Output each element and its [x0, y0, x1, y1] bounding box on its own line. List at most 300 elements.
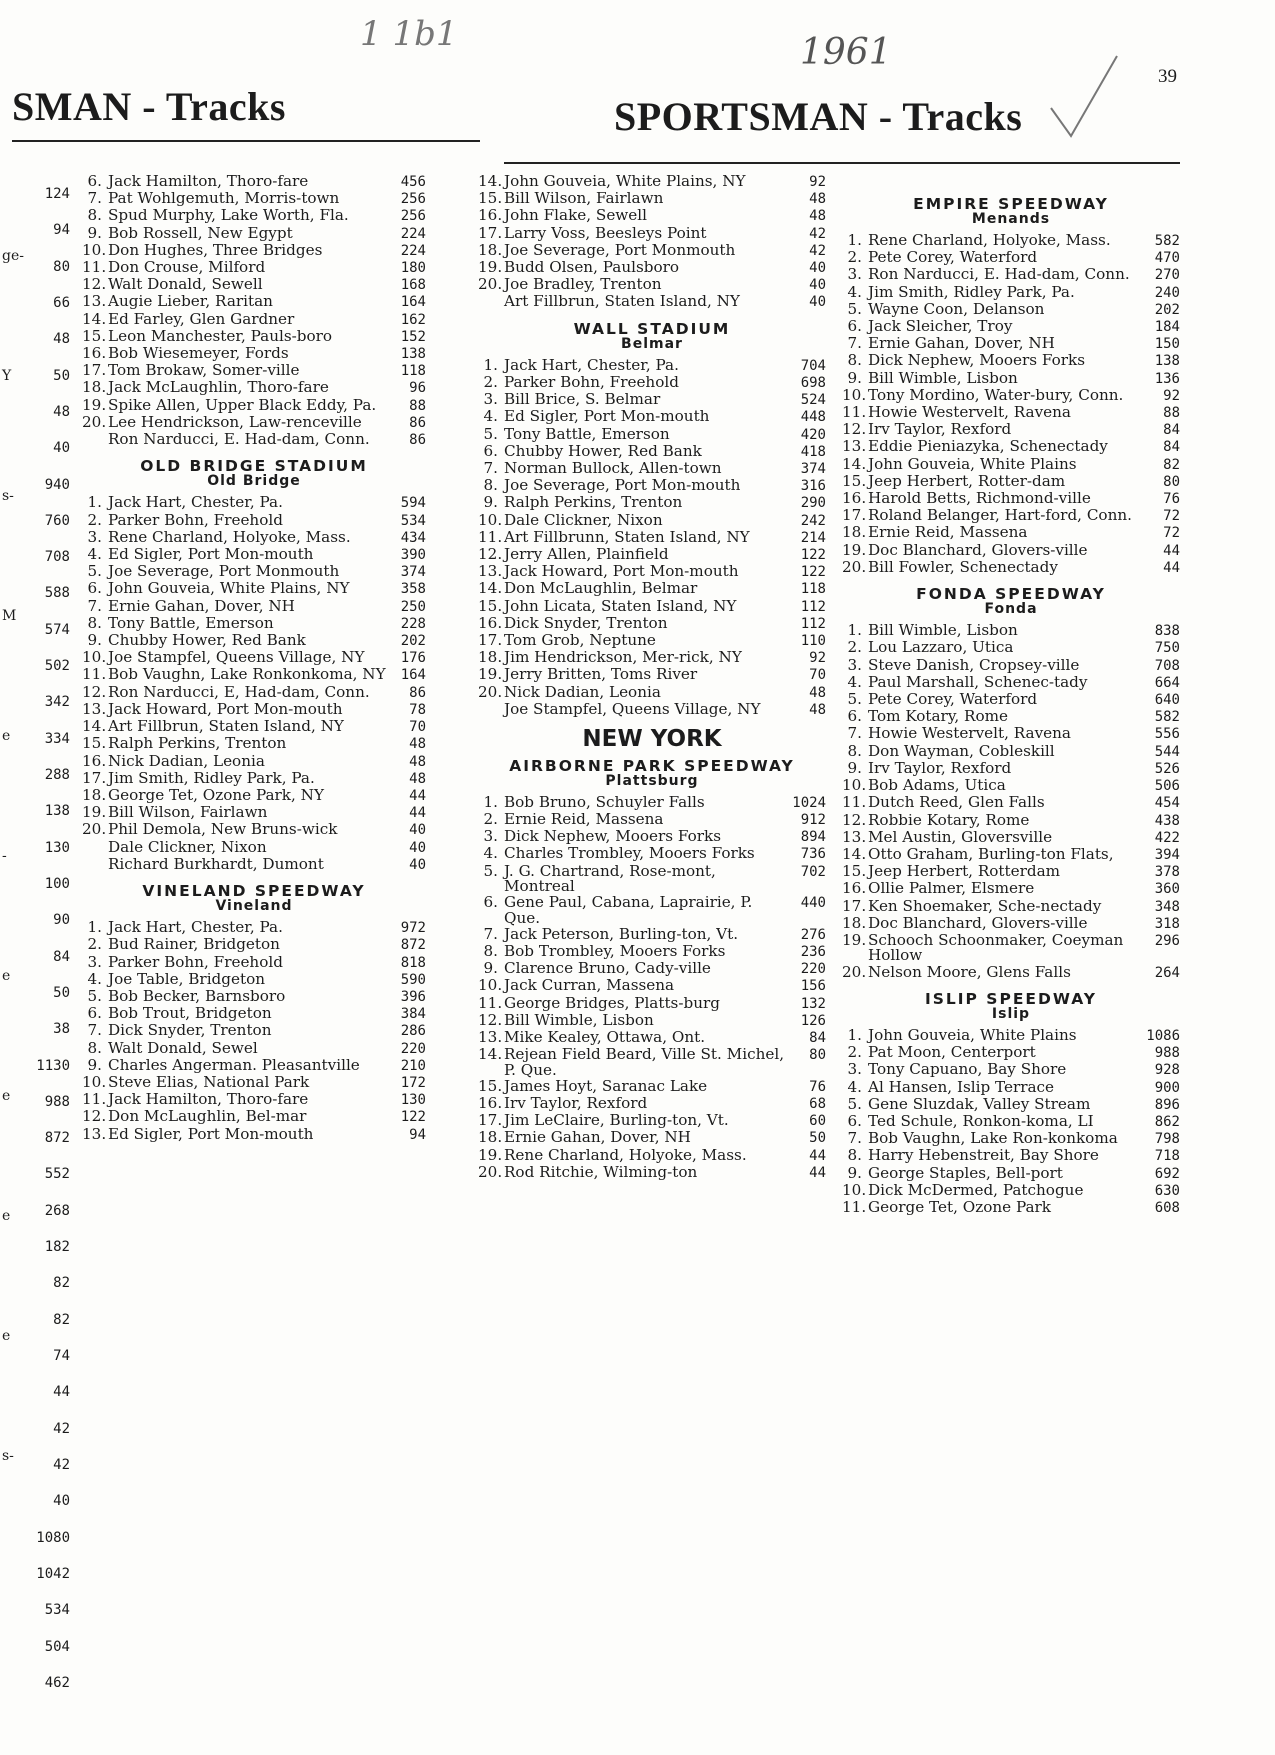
standing-row — [842, 692, 1180, 708]
driver-name: John Gouveia, White Plains — [868, 454, 1077, 473]
rank: 5. — [847, 299, 862, 318]
points: 928 — [1154, 1062, 1180, 1079]
standing-row — [478, 1047, 826, 1078]
points: 96 — [409, 380, 426, 397]
margin-label: Y — [2, 368, 12, 384]
driver-name: Jack Sleicher, Troy — [868, 317, 1013, 336]
margin-number: 50 — [53, 984, 70, 1001]
points: 48 — [409, 736, 426, 753]
points: 122 — [800, 564, 826, 581]
driver-name: Tony Battle, Emerson — [504, 424, 670, 443]
points: 692 — [1154, 1165, 1180, 1182]
points: 40 — [809, 277, 826, 294]
standing-row — [82, 667, 426, 683]
rank: 20. — [842, 962, 867, 981]
driver-name: John Gouveia, White Plains — [868, 1025, 1077, 1044]
standing-row — [478, 978, 826, 994]
driver-name: Tony Mordino, Water-bury, Conn. — [868, 385, 1124, 404]
points: 664 — [1154, 674, 1180, 691]
standing-row — [842, 1094, 1180, 1113]
standing-row — [82, 937, 426, 953]
driver-name: Joe Stampfel, Queens Village, NY — [108, 648, 365, 667]
standing-row — [842, 1045, 1180, 1061]
points: 708 — [1154, 657, 1180, 674]
rank: 16. — [478, 206, 503, 225]
standing-row — [478, 208, 826, 224]
points: 48 — [809, 191, 826, 208]
standing-row — [82, 633, 426, 649]
driver-name: Rejean Field Beard, Ville St. Michel, P. Que. — [504, 1045, 785, 1079]
standing-row — [842, 540, 1180, 559]
rank: 2. — [847, 248, 862, 267]
driver-name: Joe Bradley, Trenton — [504, 275, 662, 294]
margin-number: 1130 — [36, 1057, 70, 1074]
points: 60 — [809, 1113, 826, 1130]
driver-name: Jack Hart, Chester, Pa. — [108, 918, 283, 937]
driver-name: Irv Taylor, Rexford — [868, 420, 1012, 439]
rank: 9. — [87, 1055, 102, 1074]
driver-name: Ernie Gahan, Dover, NH — [108, 596, 295, 615]
driver-name: Joe Severage, Port Monmouth — [108, 562, 340, 581]
rank: 18. — [478, 648, 503, 667]
driver-name: Spike Allen, Upper Black Eddy, Pa. — [108, 395, 377, 414]
left-page-title: SMAN - Tracks — [12, 84, 286, 129]
driver-name: Don Crouse, Milford — [108, 258, 266, 277]
driver-name: Dick Snyder, Trenton — [108, 1021, 272, 1040]
standing-row — [82, 837, 426, 856]
points: 44 — [409, 787, 426, 804]
checkmark-icon — [1045, 48, 1135, 143]
standing-row — [478, 941, 826, 960]
driver-name: Bob Becker, Barnsboro — [108, 986, 286, 1005]
points: 202 — [400, 633, 426, 650]
driver-name: Larry Voss, Beesleys Point — [504, 223, 707, 242]
driver-name: Don McLaughlin, Belmar — [504, 579, 698, 598]
standing-row — [82, 785, 426, 804]
rank: 8. — [847, 741, 862, 760]
standing-row — [82, 1124, 426, 1143]
standing-row — [842, 1197, 1180, 1216]
driver-name: Tom Kotary, Rome — [868, 707, 1009, 726]
rank: 10. — [82, 240, 107, 259]
rank: 17. — [842, 506, 867, 525]
standing-row — [82, 294, 426, 310]
points: 582 — [1154, 709, 1180, 726]
points: 94 — [409, 1126, 426, 1143]
rank: 13. — [82, 1124, 107, 1143]
rank: 6. — [483, 893, 498, 912]
margin-number: 552 — [44, 1166, 70, 1183]
rank: 15. — [478, 596, 503, 615]
driver-name: Don Wayman, Cobleskill — [868, 741, 1055, 760]
rank: 5. — [87, 562, 102, 581]
driver-name: Bob Rossell, New Egypt — [108, 223, 293, 242]
margin-label: e — [2, 1328, 11, 1344]
points: 224 — [400, 225, 426, 242]
driver-name: James Hoyt, Saranac Lake — [504, 1076, 708, 1095]
points: 250 — [400, 598, 426, 615]
standing-row — [842, 1163, 1180, 1182]
points: 122 — [800, 547, 826, 564]
points: 702 — [800, 863, 826, 880]
points: 434 — [400, 529, 426, 546]
driver-name: Ernie Reid, Massena — [504, 809, 664, 828]
driver-name: Ernie Reid, Massena — [868, 523, 1028, 542]
points: 264 — [1154, 964, 1180, 981]
rank: 7. — [87, 1021, 102, 1040]
driver-name: Rene Charland, Holyoke, Mass. — [108, 527, 351, 546]
points: 394 — [1154, 846, 1180, 863]
points: 270 — [1154, 267, 1180, 284]
standing-row — [82, 986, 426, 1005]
points: 86 — [409, 432, 426, 449]
margin-number: 1080 — [36, 1529, 70, 1546]
rank: 18. — [842, 913, 867, 932]
rank: 5. — [847, 690, 862, 709]
rank: 8. — [87, 1038, 102, 1057]
driver-name: Ron Narducci, E. Had-dam, Conn. — [108, 430, 370, 449]
driver-name: Jeep Herbert, Rotterdam — [868, 862, 1061, 881]
standing-row — [82, 768, 426, 787]
track-location: Vineland — [215, 898, 293, 915]
driver-name: Bob Bruno, Schuyler Falls — [504, 792, 705, 811]
points: 44 — [409, 805, 426, 822]
rank: 6. — [87, 172, 102, 190]
points: 296 — [1154, 932, 1180, 949]
rank: 19. — [478, 665, 503, 684]
standing-row — [82, 805, 426, 821]
rank: 12. — [82, 275, 107, 294]
standing-row — [842, 709, 1180, 725]
points: 80 — [809, 1047, 826, 1064]
margin-number: 100 — [44, 875, 70, 892]
driver-name: Norman Bullock, Allen-town — [504, 459, 722, 478]
rank: 3. — [483, 827, 498, 846]
rank: 14. — [842, 454, 867, 473]
standing-row — [842, 319, 1180, 335]
points: 896 — [1154, 1096, 1180, 1113]
rank: 10. — [82, 648, 107, 667]
points: 470 — [1154, 250, 1180, 267]
standing-row — [478, 223, 826, 242]
rank: 12. — [82, 682, 107, 701]
driver-name: Dale Clickner, Nixon — [108, 837, 267, 856]
margin-number: 84 — [53, 948, 70, 965]
points: 48 — [409, 753, 426, 770]
standing-row — [82, 363, 426, 379]
rank: 1. — [483, 355, 498, 374]
rank: 13. — [478, 1027, 503, 1046]
points: 582 — [1154, 233, 1180, 249]
rank: 19. — [478, 258, 503, 277]
driver-name: George Tet, Ozone Park — [868, 1197, 1052, 1216]
points: 44 — [1163, 542, 1180, 559]
standing-row — [478, 260, 826, 276]
standing-row — [842, 471, 1180, 490]
driver-name: Rene Charland, Holyoke, Mass. — [504, 1145, 747, 1164]
standing-row — [82, 495, 426, 511]
driver-name: Al Hansen, Islip Terrace — [868, 1077, 1055, 1096]
standing-row — [478, 547, 826, 563]
points: 526 — [1154, 760, 1180, 777]
driver-name: Don McLaughlin, Bel-mar — [108, 1107, 307, 1126]
rank: 14. — [82, 717, 107, 736]
driver-name: Bill Wimble, Lisbon — [868, 621, 1018, 640]
standing-row — [842, 930, 1180, 965]
driver-name: Otto Graham, Burling-ton Flats, — [868, 844, 1114, 863]
points: 126 — [800, 1012, 826, 1029]
standing-row — [478, 1145, 826, 1164]
standing-row — [82, 174, 426, 190]
standing-row — [478, 240, 826, 259]
points: 1086 — [1146, 1027, 1180, 1044]
driver-name: John Licata, Staten Island, NY — [504, 596, 737, 615]
rank: 18. — [478, 240, 503, 259]
rank: 17. — [478, 631, 503, 650]
margin-number: 574 — [44, 621, 70, 638]
points: 506 — [1154, 778, 1180, 795]
standing-row — [478, 667, 826, 683]
standing-row — [842, 267, 1180, 283]
points: 82 — [1163, 456, 1180, 473]
rank: 15. — [842, 862, 867, 881]
driver-name: Jim Smith, Ridley Park, Pa. — [108, 768, 315, 787]
standing-row — [478, 1113, 826, 1129]
driver-name: Mike Kealey, Ottawa, Ont. — [504, 1027, 706, 1046]
rank: 13. — [842, 827, 867, 846]
rank: 18. — [478, 1128, 503, 1147]
driver-name: Jim LeClaire, Burling-ton, Vt. — [504, 1111, 729, 1130]
driver-name: Don Hughes, Three Bridges — [108, 240, 323, 259]
track-name: VINELAND SPEEDWAY — [142, 882, 366, 901]
points: 374 — [400, 564, 426, 581]
points: 290 — [800, 495, 826, 512]
rank: 19. — [478, 1145, 503, 1164]
standing-row — [82, 240, 426, 259]
standing-row — [82, 208, 426, 224]
points: 136 — [1154, 370, 1180, 387]
state-heading: NEW YORK — [582, 726, 722, 753]
standing-row — [82, 510, 426, 529]
driver-name: Jerry Allen, Plainfield — [504, 545, 669, 564]
rank: 14. — [478, 579, 503, 598]
points: 224 — [400, 242, 426, 259]
points: 236 — [800, 943, 826, 960]
standing-row — [842, 1077, 1180, 1096]
points: 40 — [809, 294, 826, 311]
rank: 19. — [842, 930, 867, 949]
rank: 14. — [478, 172, 503, 190]
margin-number: 82 — [53, 1311, 70, 1328]
points: 202 — [1154, 301, 1180, 318]
driver-name: Spud Murphy, Lake Worth, Fla. — [108, 206, 349, 225]
rank: 15. — [478, 1076, 503, 1095]
points: 76 — [809, 1078, 826, 1095]
points: 70 — [409, 719, 426, 736]
rank: 16. — [842, 879, 867, 898]
rank: 19. — [82, 395, 107, 414]
driver-name: Doc Blanchard, Glovers-ville — [868, 540, 1088, 559]
driver-name: Art Fillbrunn, Staten Island, NY — [504, 527, 750, 546]
rank: 7. — [847, 1129, 862, 1148]
driver-name: Bud Rainer, Bridgeton — [108, 935, 280, 954]
driver-name: Charles Angerman. Pleasantville — [108, 1055, 360, 1074]
rank: 4. — [847, 282, 862, 301]
standing-row — [842, 405, 1180, 421]
standing-row — [478, 682, 826, 701]
track-location: Plattsburg — [605, 772, 699, 789]
driver-name: Bill Wilson, Fairlawn — [108, 803, 268, 822]
rank: 16. — [478, 1093, 503, 1112]
rank: 11. — [82, 258, 107, 277]
points: 640 — [1154, 692, 1180, 709]
standing-row — [478, 581, 826, 597]
rank: 6. — [847, 1111, 862, 1130]
driver-name: Chubby Hower, Red Bank — [504, 441, 702, 460]
points: 438 — [1154, 812, 1180, 829]
driver-name: Jack Hart, Chester, Pa. — [108, 493, 283, 512]
points: 80 — [1163, 473, 1180, 490]
points: 718 — [1154, 1148, 1180, 1165]
rank: 11. — [842, 793, 867, 812]
rank: 5. — [483, 424, 498, 443]
rank: 2. — [847, 1043, 862, 1062]
points: 84 — [1163, 439, 1180, 456]
rank: 9. — [847, 1163, 862, 1182]
standing-row — [478, 846, 826, 862]
driver-name: Pete Corey, Waterford — [868, 248, 1038, 267]
rank: 19. — [82, 803, 107, 822]
track-name: FONDA SPEEDWAY — [916, 585, 1106, 604]
standing-row — [82, 920, 426, 936]
points: 862 — [1154, 1113, 1180, 1130]
points: 534 — [400, 512, 426, 529]
standing-row — [478, 564, 826, 580]
driver-name: John Flake, Sewell — [504, 206, 648, 225]
margin-number: 94 — [53, 222, 70, 239]
driver-name: Steve Elias, National Park — [108, 1072, 310, 1091]
standing-row — [478, 294, 826, 310]
rank: 3. — [483, 390, 498, 409]
driver-name: George Bridges, Platts-burg — [504, 993, 720, 1012]
rank: 18. — [842, 523, 867, 542]
rank: 19. — [842, 540, 867, 559]
margin-number: 74 — [53, 1348, 70, 1364]
standing-row — [478, 924, 826, 943]
standing-row — [478, 650, 826, 666]
driver-name: Jack Howard, Port Mon-mouth — [504, 562, 739, 581]
standing-row — [842, 640, 1180, 656]
margin-number: 334 — [44, 730, 70, 747]
rank: 18. — [82, 785, 107, 804]
driver-name: Parker Bohn, Freehold — [108, 952, 283, 971]
rank: 10. — [82, 1072, 107, 1091]
standing-row — [82, 822, 426, 838]
standing-row — [82, 1055, 426, 1074]
rank: 4. — [847, 672, 862, 691]
standing-row — [478, 792, 826, 811]
margin-number: 502 — [44, 658, 70, 675]
points: 894 — [800, 829, 826, 846]
rank: 13. — [82, 292, 107, 311]
points: 256 — [400, 191, 426, 208]
rank: 11. — [842, 403, 867, 422]
points: 838 — [1154, 623, 1180, 640]
driver-name: Robbie Kotary, Rome — [868, 810, 1030, 829]
points: 524 — [800, 392, 826, 409]
rank: 15. — [842, 471, 867, 490]
standing-row — [842, 881, 1180, 897]
points: 590 — [400, 971, 426, 988]
standing-row — [842, 557, 1180, 576]
driver-name: Joe Severage, Port Monmouth — [504, 240, 736, 259]
points: 440 — [800, 895, 826, 912]
rank: 10. — [478, 976, 503, 995]
margin-label: e — [2, 728, 11, 744]
rank: 9. — [87, 631, 102, 650]
standing-row — [82, 952, 426, 971]
rank: 13. — [842, 437, 867, 456]
standing-row — [842, 913, 1180, 932]
rank: 6. — [847, 707, 862, 726]
points: 72 — [1163, 525, 1180, 542]
driver-name: J. G. Chartrand, Rose-mont, Montreal — [504, 861, 716, 895]
rank: 6. — [483, 441, 498, 460]
standing-row — [82, 1038, 426, 1057]
margin-number: 42 — [53, 1420, 70, 1437]
standing-row — [82, 277, 426, 293]
standing-row — [478, 409, 826, 425]
points: 48 — [809, 208, 826, 225]
rank: 6. — [87, 579, 102, 598]
rank: 7. — [483, 924, 498, 943]
margin-number: 48 — [53, 331, 70, 348]
rank: 2. — [483, 809, 498, 828]
rank: 4. — [87, 969, 102, 988]
driver-name: Dick McDermed, Patchogue — [868, 1180, 1084, 1199]
points: 972 — [400, 920, 426, 937]
rank: 15. — [478, 189, 503, 208]
points: 40 — [809, 260, 826, 277]
margin-label: e — [2, 968, 11, 984]
points: 164 — [400, 667, 426, 684]
driver-name: Tony Capuano, Bay Shore — [868, 1060, 1067, 1079]
driver-name: Gene Sluzdak, Valley Stream — [868, 1094, 1091, 1113]
points: 220 — [400, 1040, 426, 1057]
rank: 20. — [82, 820, 107, 839]
driver-name: Jim Smith, Ridley Park, Pa. — [868, 282, 1075, 301]
points: 630 — [1154, 1182, 1180, 1199]
rank: 15. — [82, 734, 107, 753]
points: 72 — [1163, 508, 1180, 525]
driver-name: Jeep Herbert, Rotter-dam — [868, 471, 1066, 490]
points: 276 — [800, 926, 826, 943]
points: 316 — [800, 478, 826, 495]
rank: 8. — [483, 941, 498, 960]
margin-number: 940 — [44, 476, 70, 493]
points: 418 — [800, 443, 826, 460]
driver-name: Lou Lazzaro, Utica — [868, 638, 1014, 657]
rank: 13. — [82, 699, 107, 718]
rank: 8. — [87, 613, 102, 632]
margin-number: 38 — [53, 1021, 70, 1038]
standing-row — [842, 962, 1180, 981]
standing-row — [478, 1076, 826, 1095]
rank: 3. — [87, 952, 102, 971]
rank: 7. — [87, 596, 102, 615]
margin-number: 82 — [53, 1275, 70, 1292]
driver-name: George Staples, Bell-port — [868, 1163, 1063, 1182]
